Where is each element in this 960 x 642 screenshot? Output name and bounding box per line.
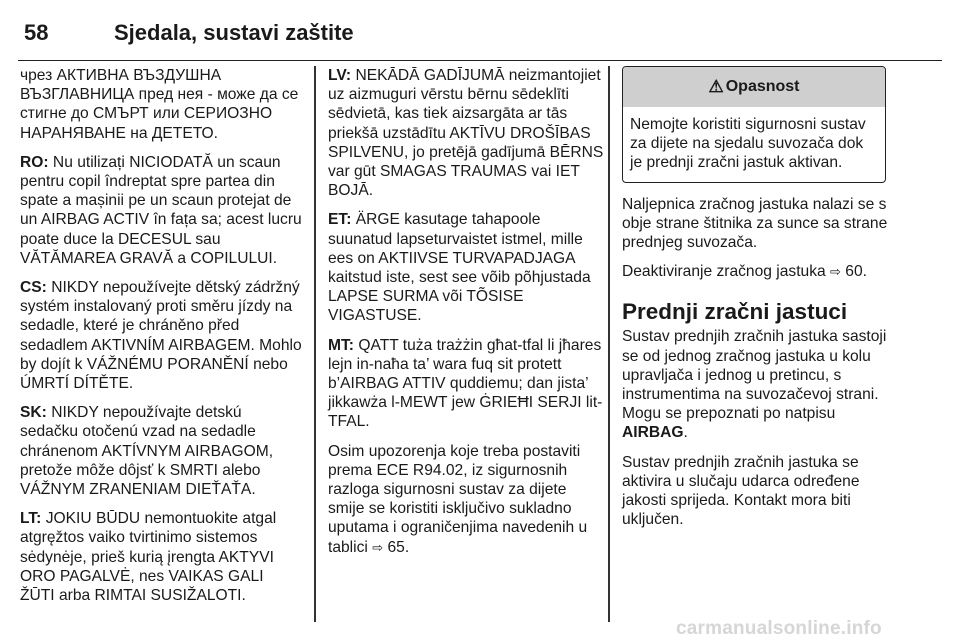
text-sk: NIKDY nepoužívajte detskú sedačku otočenú vzad na sedadle chránenom AKTÍVNYM AIRBAGOM, pretože môže dôjsť k SMRTI alebo VÁŽNYM ZRANENIAM DIEŤAŤA. — [20, 404, 274, 499]
column-3 — [622, 66, 892, 539]
column-divider — [608, 66, 610, 622]
warning-triangle-icon: ⚠ — [708, 77, 724, 97]
column-divider — [314, 66, 316, 622]
lang-label-sk: SK: — [20, 404, 47, 422]
sentence-end: . — [683, 424, 688, 442]
section-title: Sjedala, sustavi zaštite — [114, 20, 354, 45]
text-ro: Nu utilizați NICIODATĂ un scaun pentru copil îndreptat spre partea din spate a mașinii pe un scaun protejat de un AIRBAG ACTIV în fața sa; acest lucru poate duce la DECESUL sau VĂTĂMAREA GRAVĂ a COPILULUI. — [20, 153, 302, 267]
paragraph-front-airbags-1 — [622, 327, 892, 442]
paragraph-front-airbags-2: Sustav prednjih zračnih jastuka se aktivira u slučaju udarca određene jakosti sprijeda. Kontakt mora biti uključen. — [622, 453, 860, 529]
paragraph-lv — [328, 66, 604, 200]
paragraph-cs — [20, 278, 302, 393]
paragraph-et — [328, 210, 604, 325]
warning-title: Opasnost — [725, 78, 800, 96]
column-1 — [20, 66, 302, 605]
watermark: carmanualsonline.info — [676, 618, 882, 639]
text-et: ÄRGE kasutage tahapoole suunatud lapseturvaistet istmel, mille ees on AKTIIVSE TURVAPADJAGA kaitstud iste, sest see võib põhjustada LAPSE SURMA või TÕSISE VIGASTUSE. — [328, 211, 591, 325]
text-cs: NIKDY nepoužívejte dětský zádržný systém instalovaný proti směru jízdy na sedadle, které je chráněno před sedadlem AKTIVNÍM AIRBAGEM. Mohlo by dojít k VÁŽNÉMU PORANĚNÍ nebo ÚMRTÍ DÍTĚTE. — [20, 279, 302, 393]
paragraph-ece-note — [328, 442, 604, 557]
paragraph-sk — [20, 403, 302, 499]
column-2 — [328, 66, 604, 567]
page-reference-link[interactable]: 65. — [387, 538, 410, 556]
lang-label-ro: RO: — [20, 153, 49, 171]
paragraph-deactivation — [622, 262, 892, 281]
warning-text: Nemojte koristiti sigurnosni sustav za dijete na sjedalu suvozača dok je prednji zračni jastuk aktivan. — [630, 116, 866, 172]
page-reference-link[interactable]: 60. — [845, 263, 867, 281]
text-lv: NEKĀDĀ GADĪJUMĀ neizmantojiet uz aizmuguri vērstu bērnu sēdeklīti sēdvietā, kas tiek aizsargāta ar tās priekšā uzstādītu AKTĪVU DROŠĪBAS SPILVENU, jo pretējā gadījumā BĒRNS var gūt SMAGAS TRAUMAS vai IET BOJĀ. — [328, 67, 604, 200]
paragraph-mt — [328, 336, 604, 432]
airbag-label: AIRBAG — [622, 424, 684, 442]
text-mt: QATT tuża trażżin għat-tfal li jħares lejn in-naħa ta’ wara fuq sit protett b’AIRBAG ATTIV quddiemu; dan jista’ jikkawża l-MEWT jew ĠRIEĦI SERJI lit-TFAL. — [328, 336, 603, 431]
paragraph-ro — [20, 153, 302, 268]
text-lt: JOKIU BŪDU nemontuokite atgal atgręžtos vaiko tvirtinimo sistemos sėdynėje, prieš kurią įrengta AKTYVI ORO PAGALVĖ, nes VAIKAS GALI ŽŪTI arba RIMTAI SUSIŽALOTI. — [20, 510, 277, 605]
lang-label-cs: CS: — [20, 279, 47, 297]
warning-box — [622, 66, 886, 183]
ece-note-text: Osim upozorenja koje treba postaviti prema ECE R94.02, iz sigurnosnih razloga sigurnosni sustav za dijete smije se koristiti isključivo sukladno uputama i ograničenjima navedenih u tablici — [328, 442, 588, 556]
paragraph-lt — [20, 509, 302, 605]
cross-reference-arrow-icon: ⇨ — [372, 539, 384, 555]
page-number: 58 — [24, 20, 49, 45]
heading-front-airbags: Prednji zračni jastuci — [622, 299, 848, 325]
lang-label-lv: LV: — [328, 67, 352, 84]
page-header — [18, 0, 942, 61]
warning-header — [623, 67, 885, 107]
paragraph-bg: чрез АКТИВНА ВЪЗДУШНА ВЪЗГЛАВНИЦА пред нея - може да се стигне до СМЪРТ или СЕРИОЗНО НАРАНЯВАНЕ на ДЕТЕТО. — [20, 67, 299, 142]
cross-reference-arrow-icon: ⇨ — [830, 264, 841, 280]
lang-label-lt: LT: — [20, 510, 42, 528]
lang-label-mt: MT: — [328, 336, 354, 354]
paragraph-label-location: Naljepnica zračnog jastuka nalazi se s obje strane štitnika za sunce sa strane prednjeg suvozača. — [622, 195, 888, 252]
front-airbags-text: Sustav prednjih zračnih jastuka sastoji se od jednog zračnog jastuka u kolu upravljača i jednog u pretincu, s instrumentima na suvozačevoj strani. Mogu se prepoznati po natpisu — [622, 328, 887, 423]
deactivation-text: Deaktiviranje zračnog jastuka — [622, 263, 826, 281]
lang-label-et: ET: — [328, 211, 352, 229]
